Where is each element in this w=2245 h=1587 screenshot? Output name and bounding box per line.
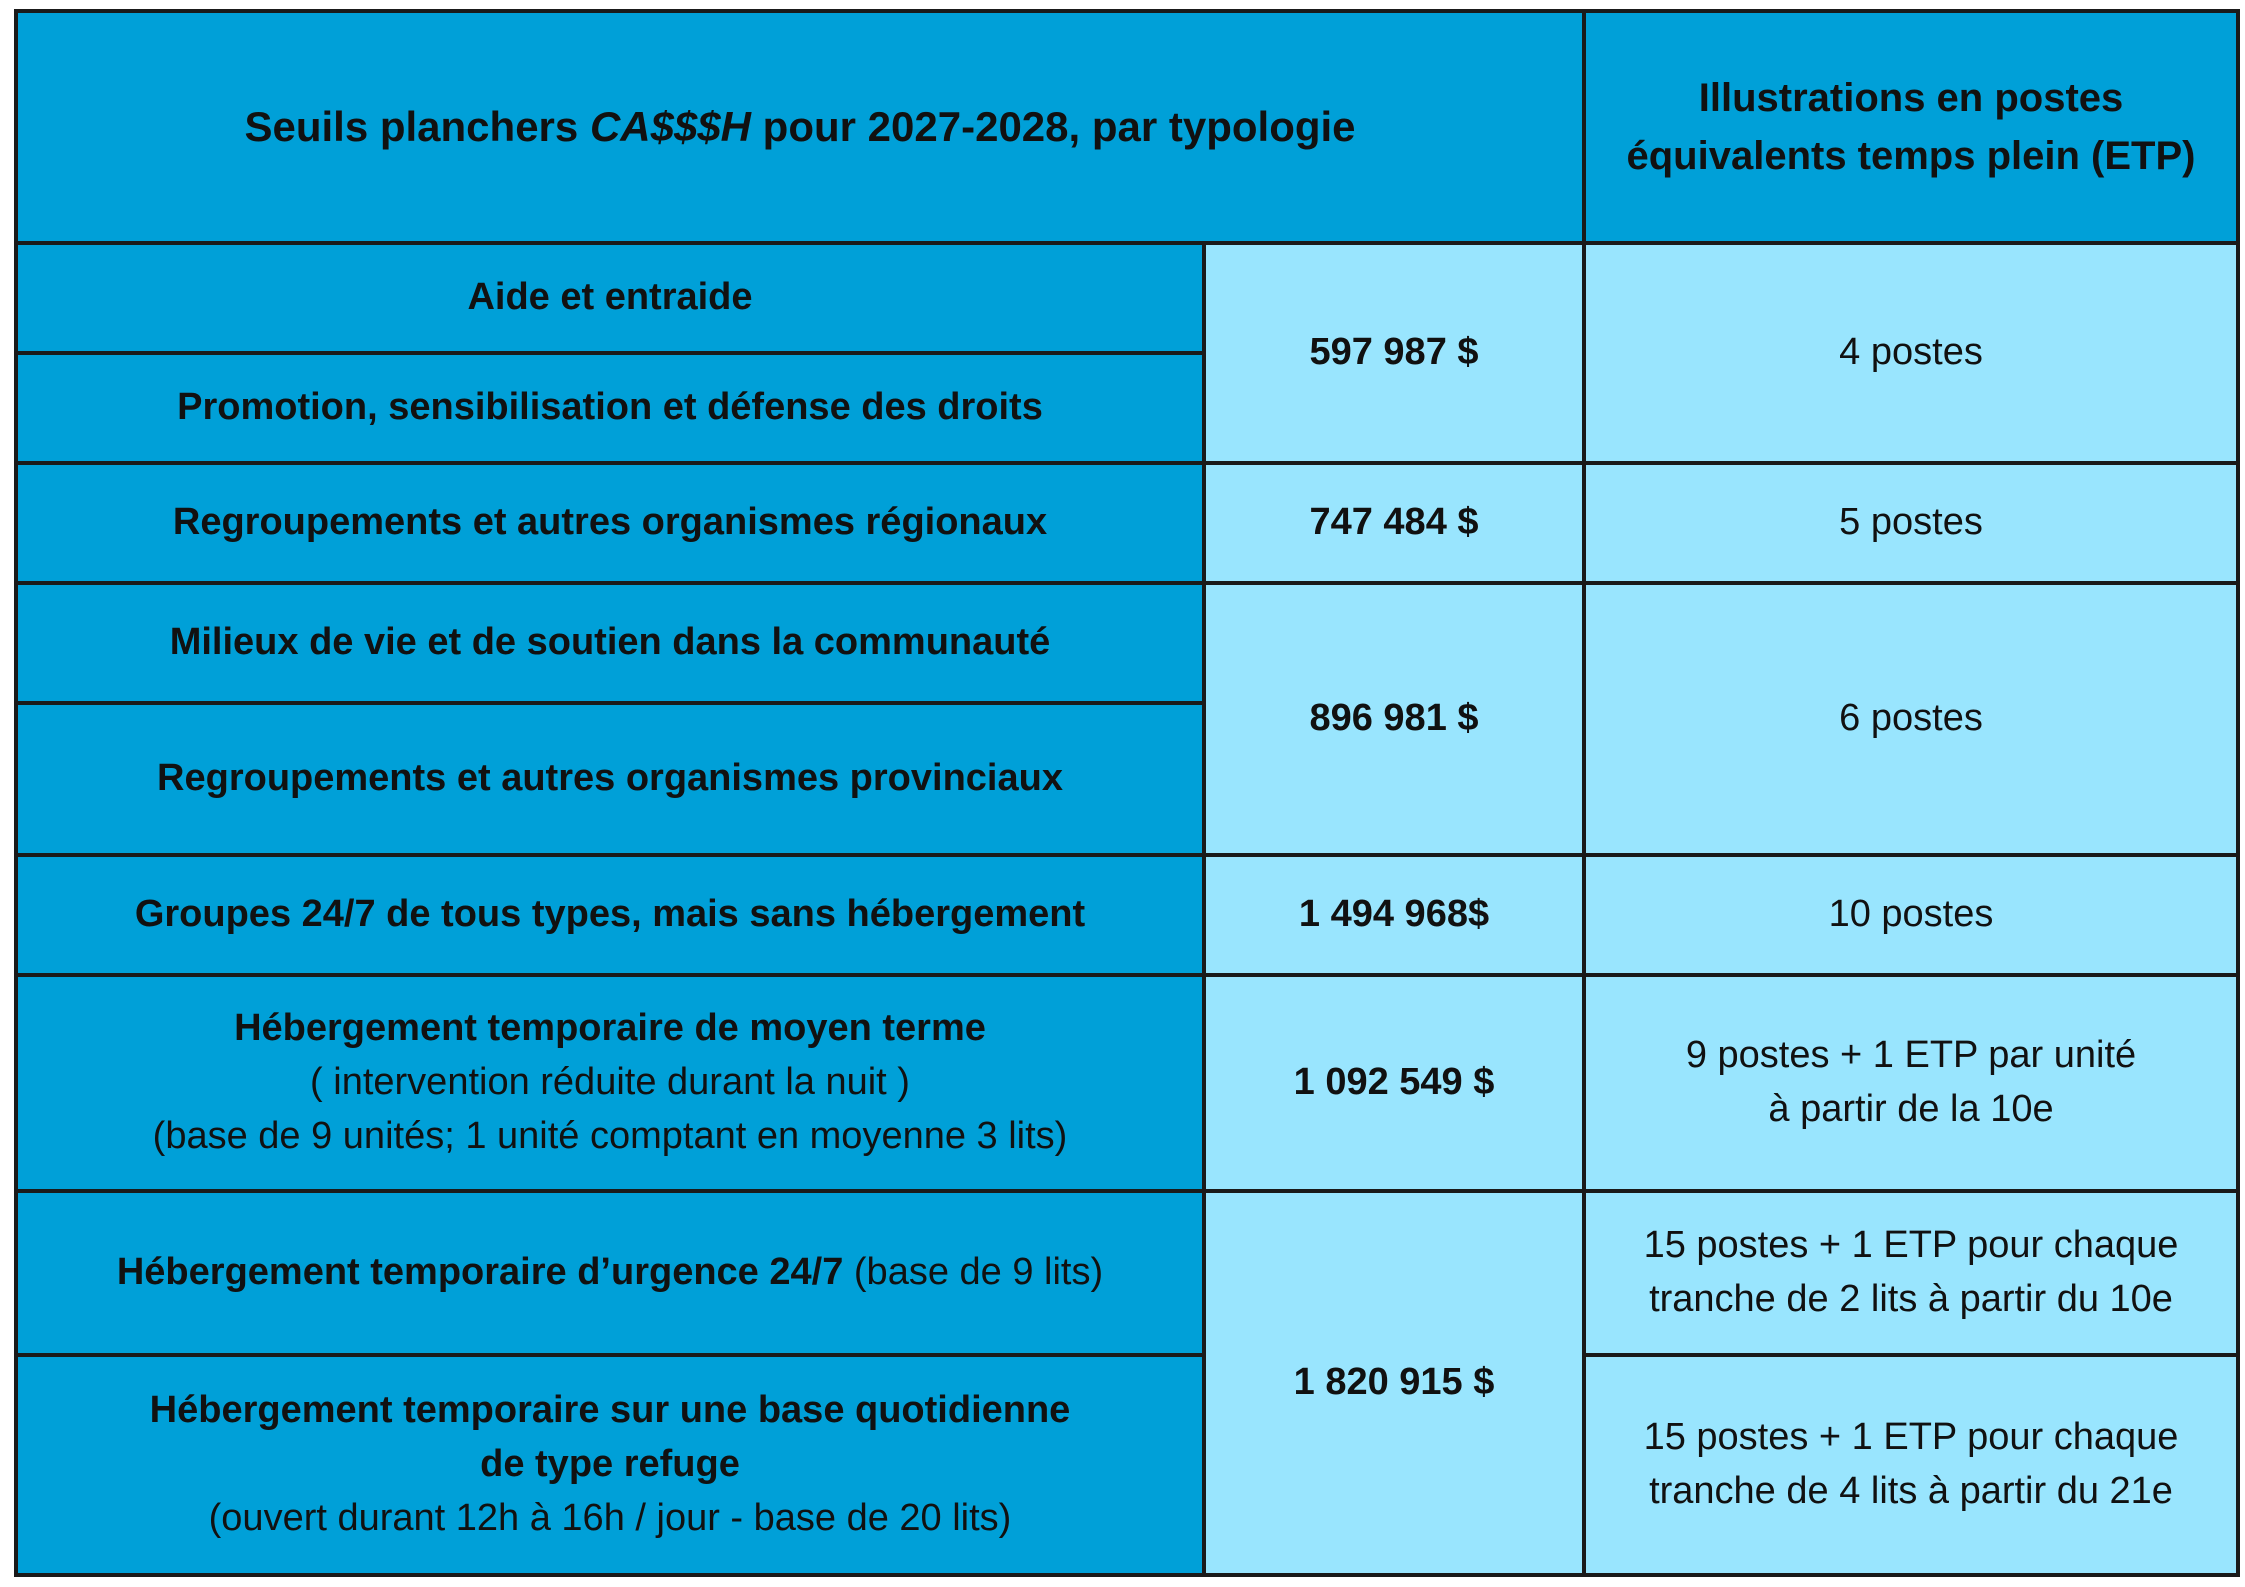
amount-value: 1 494 968$ (1298, 893, 1490, 936)
header-etp-cell (1584, 11, 2238, 243)
header-etp-label: Illustrations en postes équivalents temps plein (ETP) (1626, 76, 2196, 178)
category-label: Hébergement temporaire d’urgence 24/7 (base de 9 lits) (116, 1251, 1104, 1294)
amount-cell (1204, 583, 1584, 855)
category-cell (16, 353, 1204, 463)
etp-value: tranche de 4 lits à partir du 21e (1649, 1470, 2173, 1512)
category-label: Groupes 24/7 de tous types, mais sans hébergement (134, 893, 1086, 936)
amount-cell (1204, 243, 1584, 463)
etp-value: 15 postes + 1 ETP pour chaque (1643, 1224, 2179, 1267)
category-note: (base de 9 unités; 1 unité comptant en moyenne 3 lits) (152, 1114, 1068, 1157)
table-row (16, 975, 2238, 1191)
table-row (16, 463, 2238, 583)
category-note: (base de 9 lits) (843, 1251, 1104, 1294)
category-note: (ouvert durant 12h à 16h / jour - base de 20 lits) (208, 1496, 1012, 1539)
etp-cell (1584, 855, 2238, 975)
amount-cell (1204, 463, 1584, 583)
category-cell (16, 703, 1204, 855)
category-cell (16, 1355, 1204, 1575)
category-note: ( intervention réduite durant la nuit ) (310, 1061, 910, 1104)
table-row (16, 243, 2238, 353)
etp-cell (1584, 1191, 2238, 1355)
etp-value: tranche de 2 lits à partir du 10e (1649, 1278, 2173, 1320)
etp-cell (1584, 1355, 2238, 1575)
etp-cell (1584, 583, 2238, 855)
table-header-row (16, 11, 2238, 243)
category-label: Aide et entraide (467, 276, 753, 319)
category-cell (16, 583, 1204, 703)
category-label: Hébergement temporaire sur une base quotidienne (149, 1389, 1071, 1432)
amount-value: 896 981 $ (1309, 697, 1479, 740)
category-label: de type refuge (480, 1443, 740, 1486)
etp-value: 15 postes + 1 ETP pour chaque (1643, 1416, 2179, 1459)
etp-cell (1584, 243, 2238, 463)
table-row (16, 1355, 2238, 1575)
table-row (16, 855, 2238, 975)
etp-value: 5 postes (1839, 501, 1983, 544)
amount-value: 747 484 $ (1309, 501, 1479, 544)
category-cell (16, 975, 1204, 1191)
etp-cell (1584, 975, 2238, 1191)
category-label: Hébergement temporaire de moyen terme (234, 1007, 986, 1050)
amount-cell (1204, 975, 1584, 1191)
category-cell (16, 463, 1204, 583)
table-row (16, 583, 2238, 703)
amount-cell (1204, 1191, 1584, 1575)
header-title: Seuils planchers CA$$$H pour 2027-2028, par typologie (244, 103, 1356, 151)
category-label: Regroupements et autres organismes provinciaux (157, 757, 1063, 800)
etp-value: 6 postes (1839, 697, 1983, 740)
etp-value: 9 postes + 1 ETP par unité (1685, 1034, 2137, 1077)
category-cell (16, 855, 1204, 975)
category-cell (16, 243, 1204, 353)
funding-thresholds-table (14, 9, 2240, 1577)
amount-value: 1 820 915 $ (1293, 1361, 1495, 1404)
etp-value: 4 postes (1839, 331, 1983, 374)
category-label: Milieux de vie et de soutien dans la communauté (169, 621, 1051, 664)
header-title-emphasis: CA$$$H (589, 103, 752, 151)
etp-value: à partir de la 10e (1768, 1088, 2054, 1130)
category-cell (16, 1191, 1204, 1355)
etp-cell (1584, 463, 2238, 583)
amount-value: 1 092 549 $ (1293, 1061, 1495, 1104)
amount-value: 597 987 $ (1309, 331, 1479, 374)
etp-value: 10 postes (1828, 893, 1994, 936)
table-row (16, 1191, 2238, 1355)
category-label: Regroupements et autres organismes régionaux (172, 501, 1048, 544)
amount-cell (1204, 855, 1584, 975)
header-title-cell (16, 11, 1584, 243)
category-label: Promotion, sensibilisation et défense des droits (177, 386, 1043, 429)
